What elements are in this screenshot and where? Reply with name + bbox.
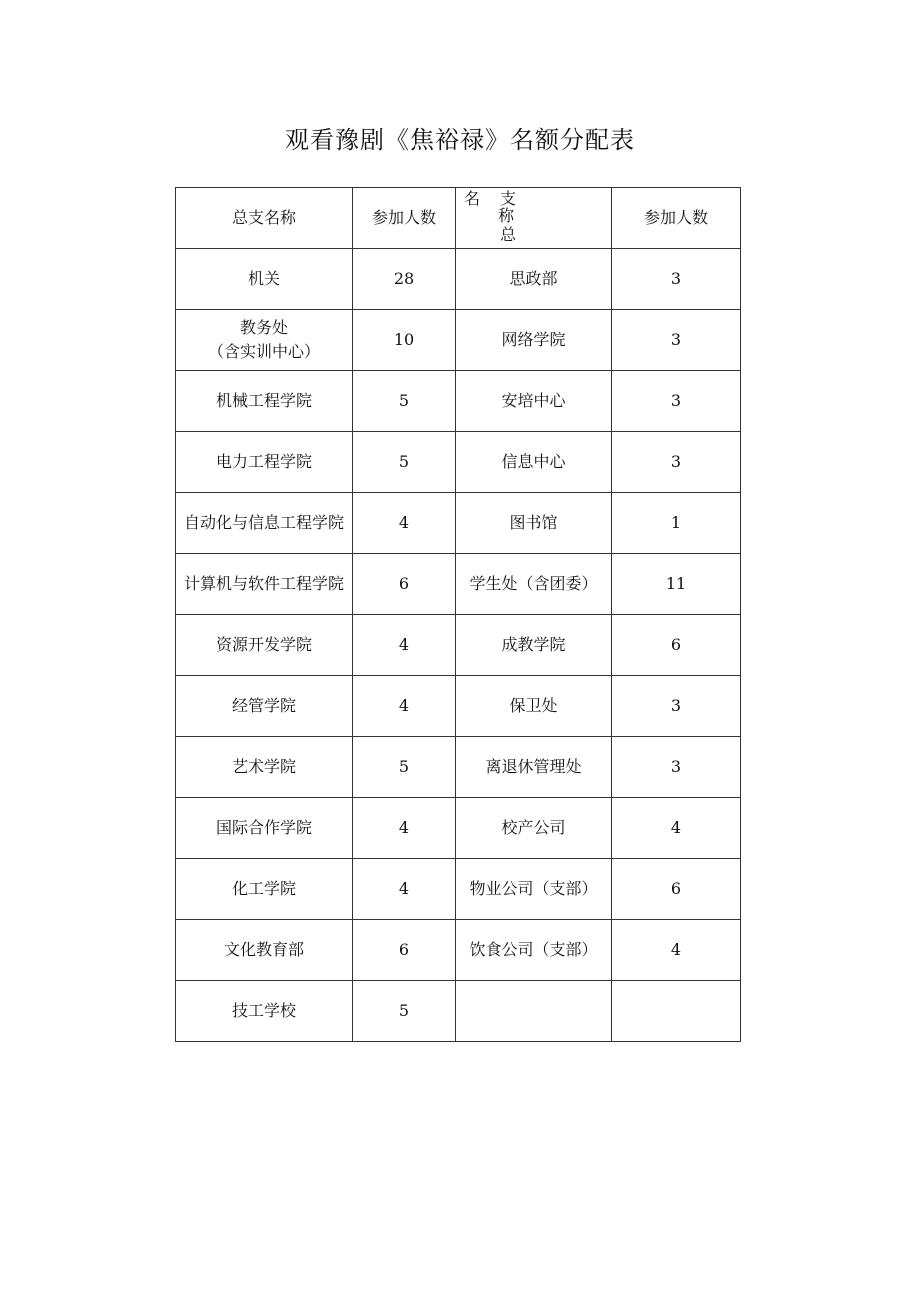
attendee-count-2 [612,981,741,1042]
attendee-count-2: 3 [612,676,741,737]
table-row [176,798,741,859]
table-row [176,310,741,371]
attendee-count-2: 4 [612,798,741,859]
branch-name-cell-2: 思政部 [456,249,612,310]
attendee-count: 10 [353,310,456,371]
branch-name-cell [176,493,353,554]
allocation-table [175,187,741,1042]
header-char: 称 [498,206,515,225]
attendee-count-2: 6 [612,859,741,920]
attendee-count: 4 [353,798,456,859]
table-row [176,371,741,432]
branch-name-cell [176,432,353,493]
page-title: 观看豫剧《焦裕禄》名额分配表 [285,126,635,154]
branch-name-cell-2: 离退休管理处 [456,737,612,798]
header-branch-name-scrambled [456,188,612,249]
header-char: 支 [500,189,517,208]
attendee-count-2: 3 [612,371,741,432]
table-row [176,920,741,981]
attendee-count: 28 [353,249,456,310]
branch-name-cell-2: 保卫处 [456,676,612,737]
attendee-count: 6 [353,920,456,981]
header-branch-name: 总支名称 [176,188,353,249]
branch-name-cell-2: 饮食公司（支部） [456,920,612,981]
branch-name-cell-2: 学生处（含团委） [456,554,612,615]
attendee-count-2: 6 [612,615,741,676]
branch-name-note: （含实训中心） [207,342,320,361]
attendee-count: 5 [353,981,456,1042]
attendee-count: 4 [353,859,456,920]
branch-name-cell [176,371,353,432]
branch-name-cell-2: 校产公司 [456,798,612,859]
branch-name-cell [176,737,353,798]
branch-name-cell [176,249,353,310]
branch-name-cell-2: 图书馆 [456,493,612,554]
attendee-count-2: 3 [612,310,741,371]
branch-name: 经管学院 [231,696,296,715]
header-char: 名 [464,189,481,208]
table-row [176,859,741,920]
attendee-count: 5 [353,432,456,493]
attendee-count: 4 [353,676,456,737]
branch-name-cell [176,615,353,676]
branch-name-cell-2 [456,981,612,1042]
branch-name: 教务处 [239,318,288,337]
header-attendee-count: 参加人数 [353,188,456,249]
header-char: 总 [500,225,517,244]
attendee-count-2: 3 [612,737,741,798]
branch-name: 文化教育部 [223,940,304,959]
branch-name-cell [176,554,353,615]
table-row [176,493,741,554]
table-header-row [176,188,741,249]
branch-name-cell [176,920,353,981]
table-row [176,737,741,798]
header-attendee-count-2: 参加人数 [612,188,741,249]
table-row [176,676,741,737]
branch-name: 自动化与信息工程学院 [183,513,344,532]
branch-name: 艺术学院 [231,757,296,776]
branch-name: 技工学校 [231,1001,296,1020]
branch-name: 化工学院 [231,879,296,898]
attendee-count: 6 [353,554,456,615]
attendee-count: 4 [353,615,456,676]
branch-name: 机械工程学院 [215,391,312,410]
attendee-count: 4 [353,493,456,554]
branch-name: 机关 [247,269,280,288]
branch-name-cell [176,859,353,920]
branch-name-cell [176,798,353,859]
attendee-count-2: 3 [612,432,741,493]
branch-name: 计算机与软件工程学院 [183,574,344,593]
table-row [176,554,741,615]
branch-name-cell-2: 物业公司（支部） [456,859,612,920]
table-row [176,432,741,493]
branch-name: 资源开发学院 [215,635,312,654]
attendee-count-2: 11 [612,554,741,615]
attendee-count-2: 3 [612,249,741,310]
branch-name-cell-2: 成教学院 [456,615,612,676]
attendee-count: 5 [353,737,456,798]
branch-name-cell-2: 网络学院 [456,310,612,371]
attendee-count: 5 [353,371,456,432]
branch-name-cell [176,310,353,371]
table-row [176,249,741,310]
branch-name: 国际合作学院 [215,818,312,837]
attendee-count-2: 1 [612,493,741,554]
branch-name: 电力工程学院 [215,452,312,471]
branch-name-cell-2: 信息中心 [456,432,612,493]
branch-name-cell-2: 安培中心 [456,371,612,432]
attendee-count-2: 4 [612,920,741,981]
branch-name-cell [176,676,353,737]
branch-name-cell [176,981,353,1042]
table-row [176,981,741,1042]
table-row [176,615,741,676]
